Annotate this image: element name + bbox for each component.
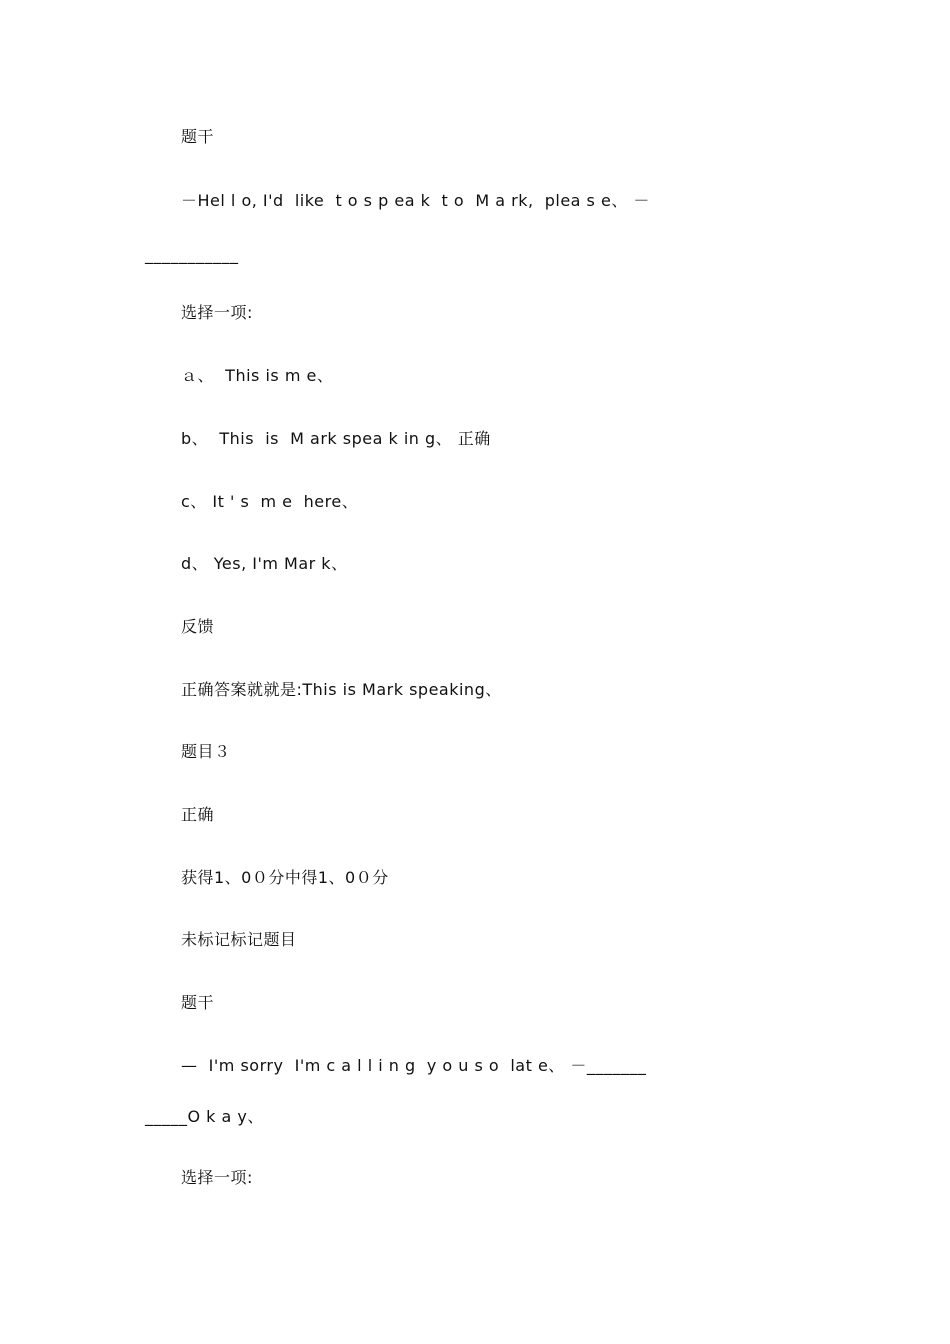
question-stem-line-2: ___________ (145, 245, 239, 264)
option-b[interactable]: b、 This is M ark spea k in g、 正确 (181, 429, 491, 448)
question-status: 正确 (181, 805, 215, 824)
stem-label: 题干 (181, 993, 215, 1012)
question-title: 题目３ (181, 742, 231, 761)
feedback-label: 反馈 (181, 617, 215, 636)
question-stem-line-1: — I'm sorry I'm c a l l i n g y o u s o lat e、 －_______ (181, 1056, 647, 1075)
flag-question-link[interactable]: 未标记标记题目 (181, 930, 297, 949)
option-d[interactable]: d、 Yes, I'm Mar k、 (181, 554, 348, 573)
choose-one-label: 选择一项: (181, 303, 253, 322)
question-stem-line-2: _____O k a y、 (145, 1107, 264, 1126)
feedback-text: 正确答案就就是:This is Mark speaking、 (181, 680, 502, 699)
question-score: 获得1、0０分中得1、0０分 (181, 868, 389, 887)
option-c[interactable]: c、 It ' s m e here、 (181, 492, 359, 511)
choose-one-label: 选择一项: (181, 1168, 253, 1187)
stem-label: 题干 (181, 127, 215, 146)
option-a[interactable]: ａ、 This is m e、 (181, 366, 334, 385)
question-stem-line-1: －Hel l o, I'd like t o s p ea k t o M a rk, plea s e、 － (181, 191, 650, 210)
